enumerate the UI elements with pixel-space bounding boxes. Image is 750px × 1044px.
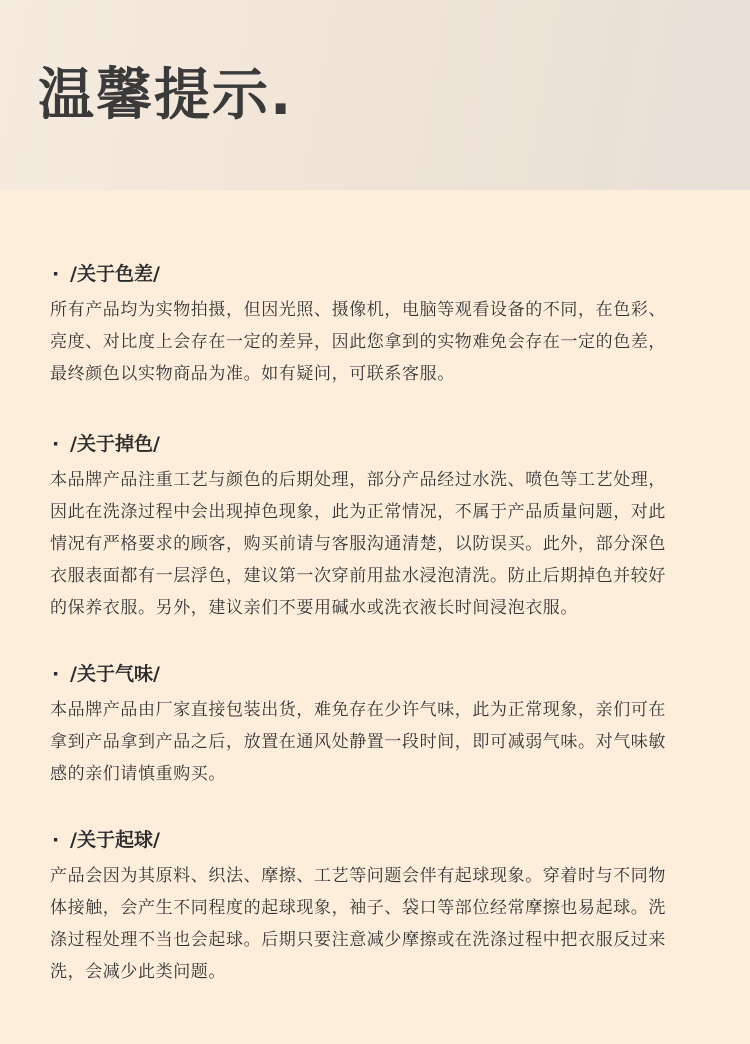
body-line: 体接触，会产生不同程度的起球现象，袖子、袋口等部位经常摩擦也易起球。洗 — [50, 898, 666, 918]
body-line: 本品牌产品由厂家直接包装出货，难免存在少许气味，此为正常现象，亲们可在 — [50, 700, 666, 720]
bullet-dot: · — [52, 663, 60, 685]
section-heading-text: /关于色差/ — [70, 263, 160, 285]
body-line: 因此在洗涤过程中会出现掉色现象，此为正常情况，不属于产品质量问题，对此 — [50, 502, 666, 522]
body-line: 所有产品均为实物拍摄，但因光照、摄像机，电脑等观看设备的不同，在色彩、 — [50, 300, 666, 320]
body-line: 洗，会减少此类问题。 — [50, 962, 226, 982]
bullet-dot: · — [52, 829, 60, 851]
body-line: 涤过程处理不当也会起球。后期只要注意减少摩擦或在洗涤过程中把衣服反过来 — [50, 930, 666, 950]
page-title: 温馨提示. — [38, 63, 294, 128]
body-line: 的保养衣服。另外，建议亲们不要用碱水或洗衣液长时间浸泡衣服。 — [50, 598, 578, 618]
section-heading — [52, 260, 160, 288]
section-heading-text: /关于掉色/ — [70, 433, 160, 455]
body-line: 衣服表面都有一层浮色，建议第一次穿前用盐水浸泡清洗。防止后期掉色并较好 — [50, 566, 666, 586]
body-line: 拿到产品拿到产品之后，放置在通风处静置一段时间，即可减弱气味。对气味敏 — [50, 732, 666, 752]
body-line: 感的亲们请慎重购买。 — [50, 764, 226, 784]
bullet-dot: · — [52, 263, 60, 285]
section-heading — [52, 430, 160, 458]
section-heading-text: /关于气味/ — [70, 663, 160, 685]
body-line: 亮度、对比度上会存在一定的差异，因此您拿到的实物难免会存在一定的色差， — [50, 332, 666, 352]
body-line: 本品牌产品注重工艺与颜色的后期处理，部分产品经过水洗、喷色等工艺处理， — [50, 470, 666, 490]
body-line: 产品会因为其原料、织法、摩擦、工艺等问题会伴有起球现象。穿着时与不同物 — [50, 866, 666, 886]
body-line: 最终颜色以实物商品为准。如有疑问，可联系客服。 — [50, 364, 455, 384]
body-line: 情况有严格要求的顾客，购买前请与客服沟通清楚，以防误买。此外，部分深色 — [50, 534, 666, 554]
section-heading-text: /关于起球/ — [70, 829, 160, 851]
header-band — [0, 0, 750, 190]
section-heading — [52, 826, 160, 854]
section-heading — [52, 660, 160, 688]
bullet-dot: · — [52, 433, 60, 455]
